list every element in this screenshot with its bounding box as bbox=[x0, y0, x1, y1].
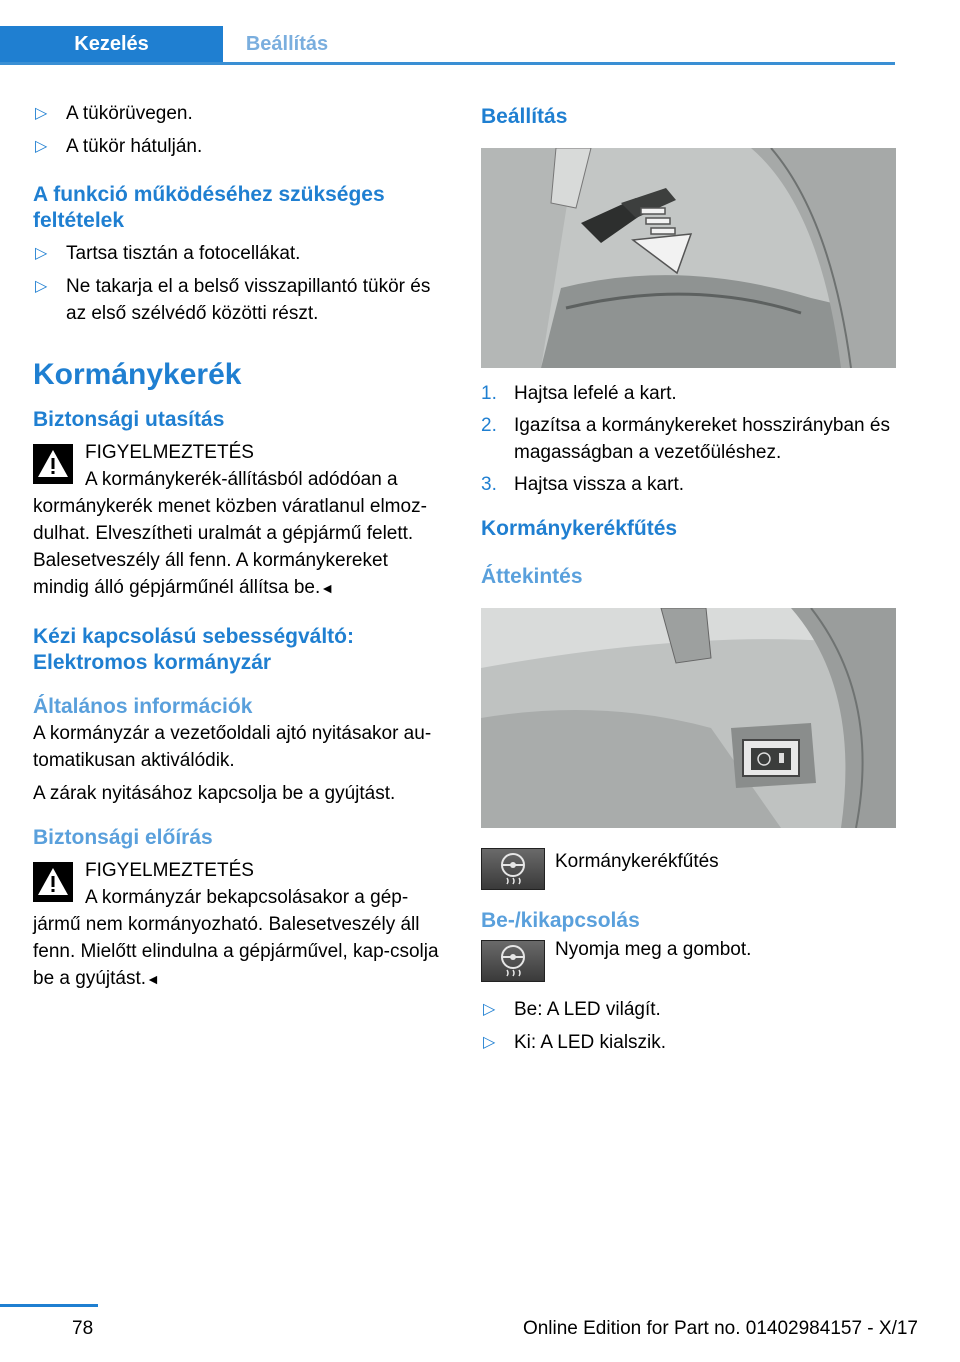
heating-button-illustration bbox=[481, 608, 896, 828]
triangle-right-icon: ▷ bbox=[35, 245, 48, 262]
warning-triangle-icon bbox=[33, 862, 73, 902]
triangle-right-icon: ▷ bbox=[35, 138, 48, 155]
end-mark: ◄ bbox=[146, 971, 160, 987]
overview-heading: Áttekintés bbox=[481, 565, 583, 588]
page-number: 78 bbox=[72, 1318, 94, 1339]
triangle-right-icon: ▷ bbox=[483, 1001, 496, 1018]
adjust-heading: Beállítás bbox=[481, 105, 568, 128]
list-item: ▷ Ki: A LED kialszik. bbox=[481, 1029, 896, 1056]
func-list bbox=[33, 240, 448, 327]
footer-rule bbox=[0, 1304, 98, 1307]
safety-heading: Biztonsági utasítás bbox=[33, 408, 225, 431]
section-title: Kormánykerék bbox=[33, 358, 242, 391]
edition-text: Online Edition for Part no. 01402984157 - X/17 bbox=[522, 1318, 918, 1339]
list-item: ▷ A tükörüvegen. bbox=[33, 100, 448, 127]
warning-text: A kormánykerék-állításból adódóan a kormánykerék menet közben váratlanul elmoz-dulhat. Elveszítheti uralmát a gépjármű felett. Balesetveszély áll fenn. A kormánykereket mindig álló gépjárműnél állítsa be. bbox=[33, 469, 427, 598]
warning-triangle-icon bbox=[33, 444, 73, 484]
list-item: ▷ Be: A LED világít. bbox=[481, 996, 896, 1023]
general-paragraph-2: A zárak nyitásához kapcsolja be a gyújtást. bbox=[33, 783, 396, 804]
onoff-icon-row bbox=[481, 936, 896, 986]
triangle-right-icon: ▷ bbox=[35, 278, 48, 295]
warning-title: FIGYELMEZTETÉS bbox=[85, 442, 254, 463]
steps-list bbox=[481, 380, 896, 498]
overview-icon-row bbox=[481, 844, 896, 894]
tab-beallitas[interactable]: Beállítás bbox=[245, 32, 329, 55]
warning-block-2 bbox=[33, 857, 448, 993]
func-heading: A funkció működéséhez szükséges feltételek bbox=[33, 183, 385, 232]
list-item: 3. Hajtsa vissza a kart. bbox=[481, 474, 684, 495]
steering-wheel-heat-icon bbox=[481, 848, 545, 890]
list-item: 2. Igazítsa a kormánykereket hosszirányban és magasságban a vezetőüléshez. bbox=[481, 415, 890, 463]
warning-block-1 bbox=[33, 439, 448, 602]
onoff-heading: Be-/kikapcsolás bbox=[481, 909, 640, 932]
triangle-right-icon: ▷ bbox=[483, 1034, 496, 1051]
end-mark: ◄ bbox=[320, 580, 335, 596]
heating-button-photo bbox=[481, 608, 896, 828]
steering-wheel-heat-icon[interactable] bbox=[481, 940, 545, 982]
warning-text: A kormányzár bekapcsolásakor a gép-jármű nem kormányozható. Balesetveszély áll fenn. Mielőtt elindulna a gépjárművel, kap-csolja be a gyújtást. bbox=[33, 887, 439, 989]
list-item: ▷ Ne takarja el a belső visszapillantó tükör és az első szélvédő közötti részt. bbox=[33, 273, 448, 327]
manual-heading: Kézi kapcsolású sebességváltó: Elektromos kormányzár bbox=[33, 625, 354, 674]
left-column bbox=[33, 100, 448, 993]
steering-lever-illustration bbox=[481, 148, 896, 368]
triangle-right-icon: ▷ bbox=[35, 105, 48, 122]
general-heading: Általános információk bbox=[33, 695, 253, 718]
tab-bar bbox=[0, 26, 895, 65]
overview-label: Kormánykerékfűtés bbox=[555, 851, 719, 872]
warning-title: FIGYELMEZTETÉS bbox=[85, 860, 254, 881]
general-paragraph-1: A kormányzár a vezetőoldali ajtó nyitásakor au-tomatikusan aktiválódik. bbox=[33, 723, 432, 771]
list-item: ▷ Tartsa tisztán a fotocellákat. bbox=[33, 240, 448, 267]
right-column bbox=[481, 100, 896, 1062]
heating-heading: Kormánykerékfűtés bbox=[481, 517, 678, 540]
mirror-list bbox=[33, 100, 448, 160]
onoff-list bbox=[481, 996, 896, 1056]
safety2-heading: Biztonsági előírás bbox=[33, 826, 213, 849]
tab-kezeles[interactable]: Kezelés bbox=[0, 26, 223, 62]
list-item: ▷ A tükör hátulján. bbox=[33, 133, 448, 160]
onoff-text: Nyomja meg a gombot. bbox=[555, 939, 752, 960]
list-item: 1. Hajtsa lefelé a kart. bbox=[481, 383, 677, 404]
steering-lever-photo bbox=[481, 148, 896, 368]
